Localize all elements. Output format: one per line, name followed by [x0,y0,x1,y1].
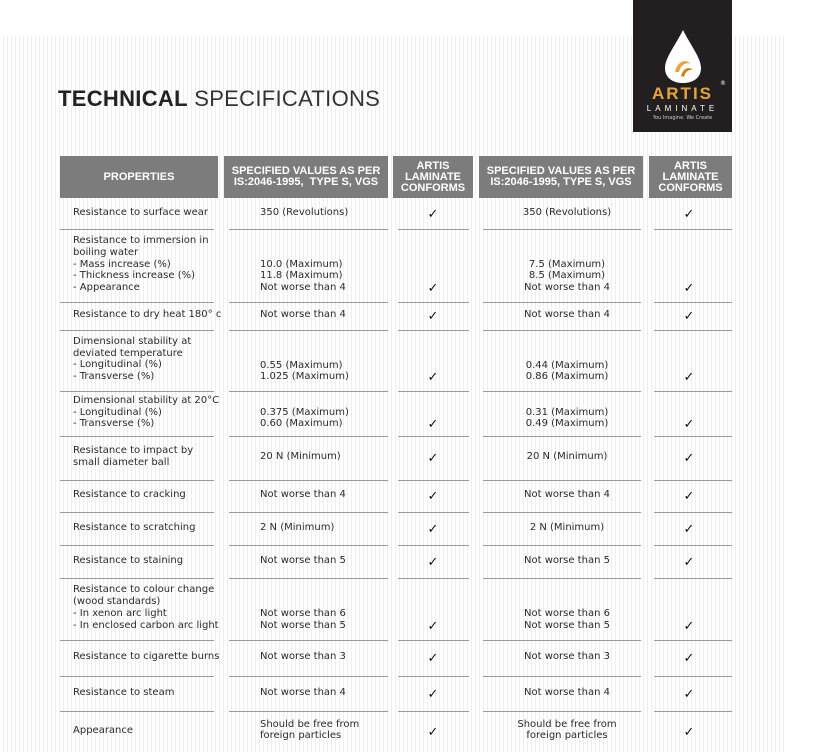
check-icon: ✓ [427,618,439,634]
row-divider [60,545,214,546]
check-icon: ✓ [427,309,439,324]
header-conforms2: ARTIS LAMINATE CONFORMS [649,156,732,198]
row-divider [483,711,641,712]
check-icon: ✓ [427,417,439,433]
row-divider [483,330,641,331]
property-cell: Resistance to staining [73,554,184,566]
row-divider [483,229,641,230]
spec2-cell: Not worse than 4 [524,686,610,698]
check-icon: ✓ [683,686,695,702]
check-icon: ✓ [427,206,439,222]
spec2-cell: Not worse than 6 Not worse than 5 [524,608,610,631]
spec2-cell: Not worse than 4 [524,489,610,501]
header-spec1: SPECIFIED VALUES AS PER IS:2046-1995, TYPE S, VGS [224,156,388,198]
row-divider [654,545,732,546]
spec1-cell: 10.0 (Maximum) 11.8 (Maximum) Not worse than 4 [260,258,346,294]
property-cell: Appearance [73,724,134,736]
row-divider [398,302,469,303]
row-divider [654,302,732,303]
header-properties: PROPERTIES [60,156,218,198]
row-divider [229,229,388,230]
check-icon: ✓ [427,554,439,570]
row-divider [60,640,214,641]
spec2-cell: 2 N (Minimum) [529,521,605,533]
row-divider [60,302,214,303]
row-divider [654,391,732,392]
row-divider [398,229,469,230]
title-bold: TECHNICAL [58,86,188,111]
check-icon: ✓ [683,370,695,386]
logo-brand: ARTIS [652,84,713,103]
check-icon: ✓ [683,651,695,666]
spec2-cell: Should be free from foreign particles [517,718,617,742]
title-light: SPECIFICATIONS [194,86,381,111]
spec1-cell: Not worse than 6 Not worse than 5 [260,608,346,631]
property-cell: Resistance to cigarette burns [73,651,220,663]
row-divider [654,436,732,437]
header-conforms1: ARTIS LAMINATE CONFORMS [393,156,473,198]
spec2-cell: 20 N (Minimum) [526,451,608,463]
row-divider [483,676,641,677]
row-divider [229,711,388,712]
spec2-cell: 0.31 (Maximum) 0.49 (Maximum) [525,406,609,430]
row-divider [398,640,469,641]
check-icon: ✓ [683,451,695,466]
row-divider [398,436,469,437]
row-divider [60,711,214,712]
row-divider [229,512,388,513]
row-divider [398,391,469,392]
check-icon: ✓ [427,451,439,466]
row-divider [483,436,641,437]
property-cell: Dimensional stability at 20°C - Longitudinal (%) - Transverse (%) [73,394,220,430]
spec2-cell: Not worse than 4 [524,309,610,321]
spec2-cell: Not worse than 5 [524,554,610,566]
row-divider [229,578,388,579]
property-cell: Resistance to impact by small diameter ball [73,445,194,468]
logo-tagline: You Imagine. We Create [652,115,713,121]
check-icon: ✓ [683,521,695,537]
property-cell: Resistance to cracking [73,489,186,501]
property-cell: Resistance to scratching [73,521,196,533]
artis-logo [633,0,732,132]
row-divider [229,640,388,641]
spec2-cell: Not worse than 3 [524,651,610,663]
row-divider [60,229,214,230]
row-divider [229,330,388,331]
row-divider [654,330,732,331]
row-divider [398,512,469,513]
row-divider [483,512,641,513]
page-title [58,86,380,112]
property-cell: Resistance to surface wear [73,206,208,218]
row-divider [398,711,469,712]
row-divider [60,391,214,392]
spec1-cell: 0.375 (Maximum) 0.60 (Maximum) [260,406,349,430]
check-icon: ✓ [427,370,439,386]
property-cell: Resistance to dry heat 180° c [73,309,222,321]
row-divider [60,512,214,513]
row-divider [654,578,732,579]
row-divider [654,711,732,712]
row-divider [60,480,214,481]
header-spec2: SPECIFIED VALUES AS PER IS:2046-1995, TYPE S, VGS [479,156,643,198]
row-divider [483,480,641,481]
row-divider [398,480,469,481]
check-icon: ✓ [427,281,439,296]
property-cell: Dimensional stability at deviated temperature - Longitudinal (%) - Transverse (%) [73,335,192,383]
row-divider [229,302,388,303]
check-icon: ✓ [427,651,439,666]
row-divider [60,330,214,331]
property-cell: Resistance to immersion in boiling water - Mass increase (%) - Thickness increase (%) - Appearance [73,235,209,294]
row-divider [398,545,469,546]
check-icon: ✓ [427,489,439,504]
row-divider [483,302,641,303]
logo-sub: LAMINATE [646,104,719,113]
row-divider [483,545,641,546]
row-divider [398,578,469,579]
check-icon: ✓ [683,724,695,740]
row-divider [483,578,641,579]
check-icon: ✓ [683,554,695,570]
row-divider [229,676,388,677]
row-divider [483,391,641,392]
property-cell: Resistance to colour change (wood standards) - In xenon arc light - In enclosed carbon arc light [73,584,219,631]
row-divider [654,676,732,677]
row-divider [60,676,214,677]
spec2-cell: 0.44 (Maximum) 0.86 (Maximum) [525,359,609,383]
check-icon: ✓ [683,489,695,504]
row-divider [654,640,732,641]
check-icon: ✓ [427,521,439,537]
spec2-cell: 7.5 (Maximum) 8.5 (Maximum) Not worse than 4 [524,258,610,294]
row-divider [229,545,388,546]
spec1-cell: Should be free from foreign particles [260,718,360,742]
row-divider [654,512,732,513]
row-divider [654,229,732,230]
check-icon: ✓ [683,417,695,433]
check-icon: ✓ [683,281,695,296]
flame-drop-icon [661,28,705,84]
check-icon: ✓ [427,686,439,702]
row-divider [398,330,469,331]
row-divider [398,676,469,677]
row-divider [229,391,388,392]
row-divider [229,480,388,481]
check-icon: ✓ [683,206,695,222]
row-divider [654,480,732,481]
row-divider [483,640,641,641]
check-icon: ✓ [427,724,439,740]
spec1-cell: 0.55 (Maximum) 1.025 (Maximum) [260,359,349,383]
spec2-cell: 350 (Revolutions) [522,206,612,218]
check-icon: ✓ [683,618,695,634]
registered-mark: ® [720,80,726,87]
row-divider [229,436,388,437]
check-icon: ✓ [683,309,695,324]
row-divider [60,436,214,437]
property-cell: Resistance to steam [73,686,175,698]
row-divider [60,578,214,579]
